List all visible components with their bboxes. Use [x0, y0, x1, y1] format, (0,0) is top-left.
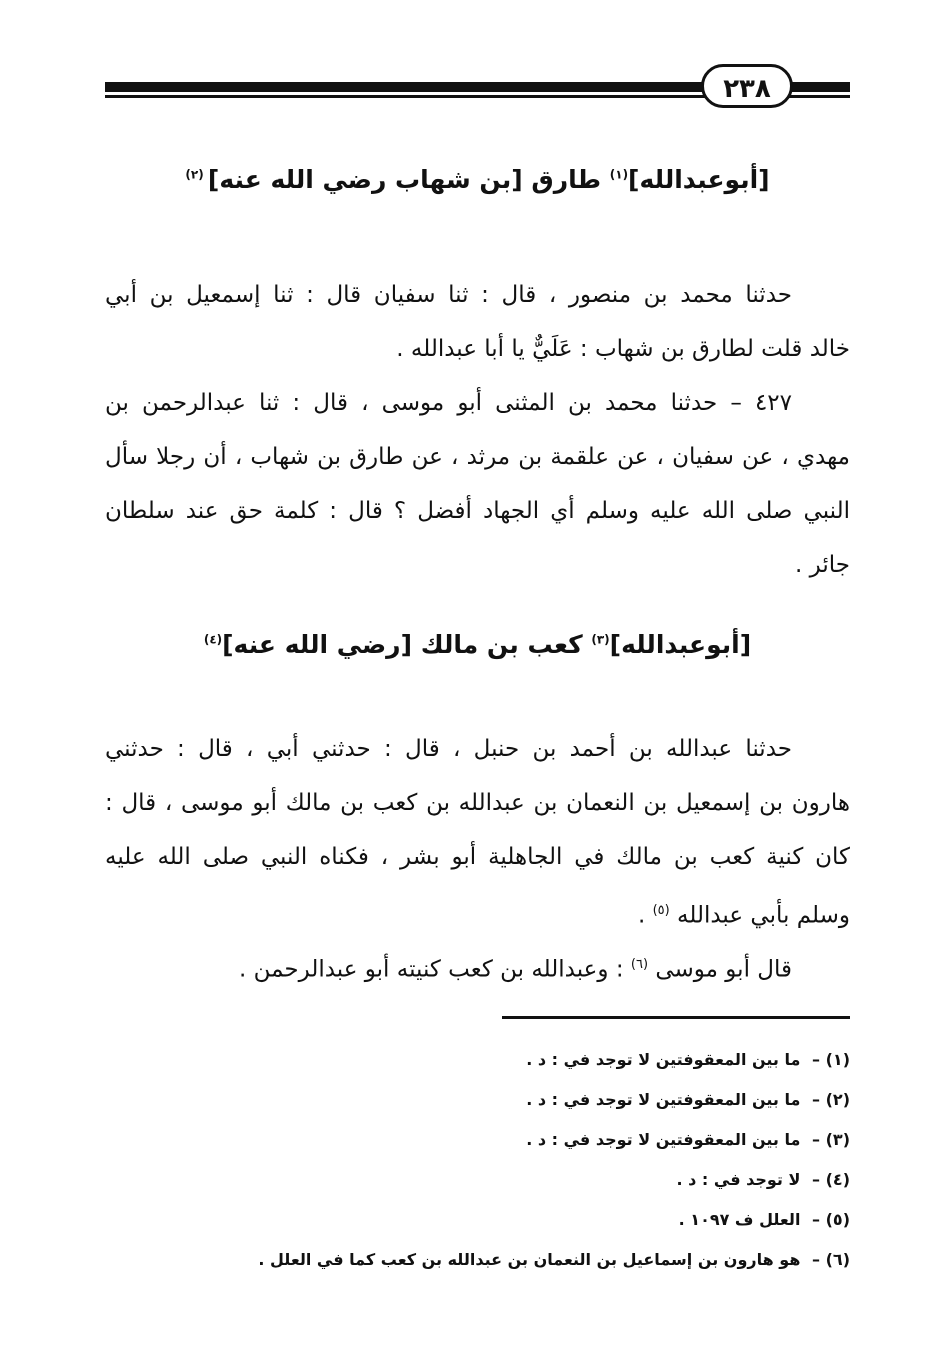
- page-header: [105, 62, 850, 114]
- section-body-kaab: [105, 722, 850, 992]
- text-part: : وعبدالله بن كعب كنيته أبو عبدالرحمن .: [238, 956, 631, 983]
- page-number: ٢٣٨: [701, 64, 793, 108]
- footnote: [105, 1160, 850, 1200]
- footnote-text: ما بين المعقوفتين لا توجد في : د .: [526, 1050, 801, 1069]
- section-heading-kaab: [105, 630, 850, 659]
- footnote-ref: (١): [609, 167, 629, 182]
- footnote-number: (٣) –: [812, 1130, 850, 1149]
- footnote-text: هو هارون بن إسماعيل بن النعمان بن عبدالله بن كعب كما في العلل .: [258, 1250, 801, 1269]
- text-line: مهدي ، عن سفيان ، عن علقمة بن مرثد ، عن طارق بن شهاب ، أن رجلا سأل: [105, 444, 850, 470]
- footnote-ref: (٣): [591, 632, 610, 647]
- text-line: النبي صلى الله عليه وسلم أي الجهاد أفضل ؟ قال : كلمة حق عند سلطان: [105, 498, 850, 524]
- text-line: حدثنا عبدالله بن أحمد بن حنبل ، قال : حدثني أبي ، قال : حدثني: [105, 736, 792, 762]
- footnote-ref: (٢): [185, 167, 208, 182]
- text-part: قال أبو موسى: [648, 956, 792, 983]
- heading-part: كعب بن مالك [رضي الله عنه]: [222, 630, 592, 659]
- footnote: [105, 1240, 850, 1280]
- footnote: [105, 1200, 850, 1240]
- footnote: [105, 1120, 850, 1160]
- text-line: هارون بن إسمعيل بن النعمان بن عبدالله بن كعب بن مالك أبو موسى ، قال :: [105, 790, 850, 816]
- footnote-number: (٢) –: [812, 1090, 850, 1109]
- text-line: [105, 884, 850, 938]
- section-heading-tariq: [105, 165, 850, 194]
- text-line: حدثنا محمد بن منصور ، قال : ثنا سفيان قال : ثنا إسمعيل بن أبي: [105, 282, 792, 308]
- text-line: [105, 938, 850, 992]
- footnote-ref: (٦): [630, 957, 649, 972]
- footnote-text: لا توجد في : د .: [676, 1170, 801, 1189]
- heading-part: طارق [بن شهاب رضي الله عنه]: [207, 165, 610, 194]
- footnote-ref: (٥): [652, 903, 670, 918]
- text-part: .: [637, 902, 653, 929]
- heading-part: [أبوعبدالله]: [628, 165, 770, 194]
- footnotes: [105, 1040, 850, 1280]
- footnote-text: ما بين المعقوفتين لا توجد في : د .: [526, 1130, 801, 1149]
- footnote-text: ما بين المعقوفتين لا توجد في : د .: [526, 1090, 801, 1109]
- heading-part: [أبوعبدالله]: [609, 630, 752, 659]
- footnote-number: (٤) –: [812, 1170, 850, 1189]
- text-line: خالد قلت لطارق بن شهاب : عَلَيٌّ يا أبا عبدالله .: [396, 336, 850, 362]
- footnote-number: (١) –: [812, 1050, 850, 1069]
- text-line: ٤٢٧ – حدثنا محمد بن المثنى أبو موسى ، قال : ثنا عبدالرحمن بن: [105, 390, 792, 416]
- footnote-number: (٥) –: [812, 1210, 850, 1229]
- text-line: كان كنية كعب بن مالك في الجاهلية أبو بشر ، فكناه النبي صلى الله عليه: [105, 844, 850, 870]
- section-body-tariq: [105, 268, 850, 592]
- footnote-number: (٦) –: [812, 1250, 850, 1269]
- footnote: [105, 1080, 850, 1120]
- footnote-text: العلل ف ١٠٩٧ .: [678, 1210, 801, 1229]
- text-part: وسلم بأبي عبدالله: [669, 902, 850, 929]
- footnote: [105, 1040, 850, 1080]
- footnote-ref: (٤): [203, 632, 223, 647]
- text-line: جائر .: [795, 552, 850, 578]
- footnote-separator: [502, 1016, 850, 1019]
